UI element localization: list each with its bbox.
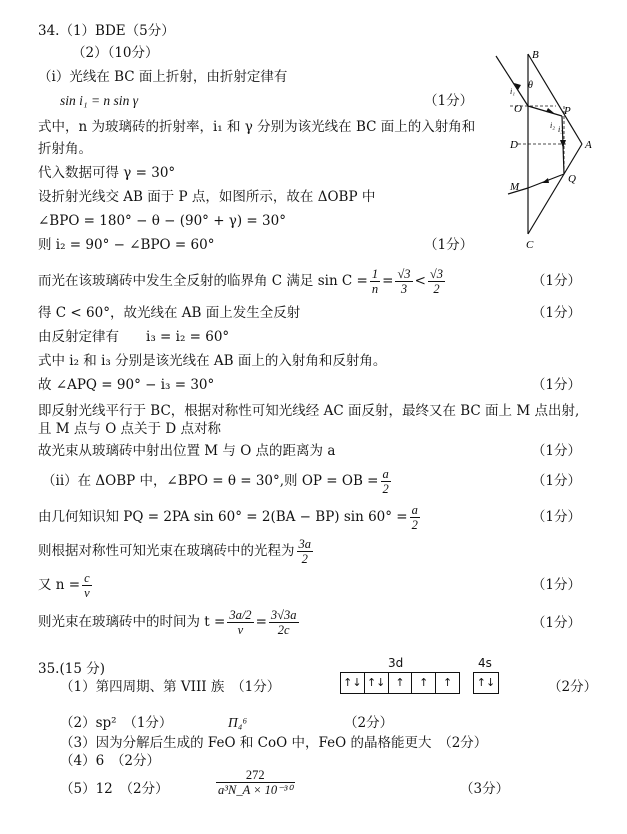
label-c: C bbox=[526, 239, 534, 250]
q35-score: （3分） bbox=[460, 781, 510, 797]
orbital-box: ↑↓ bbox=[341, 673, 365, 693]
q35-part4: （4）6 （2分） bbox=[60, 753, 161, 769]
q34-text-line: 式中，n 为玻璃砖的折射率，i₁ 和 γ 分别为该光线在 BC 面上的入射角和 bbox=[38, 119, 476, 135]
q34-part2-heading: （2）（10分） bbox=[72, 45, 159, 61]
denominator: 2 bbox=[433, 281, 440, 296]
edge-ba bbox=[528, 54, 582, 144]
label-q: Q bbox=[568, 173, 576, 185]
orbital-diagram-3d bbox=[340, 672, 460, 694]
q34-path-line bbox=[38, 534, 315, 568]
q35-part2: （2）sp² （1分） bbox=[60, 715, 173, 731]
denominator: a³N_A × 10⁻³⁰ bbox=[218, 783, 293, 797]
q34-text-line: 代入数据可得 γ = 30° bbox=[38, 165, 176, 181]
q35-score: （2分） bbox=[344, 715, 394, 731]
label-i2: i₂ bbox=[550, 121, 556, 130]
orbital-box: ↑↓ bbox=[476, 676, 496, 689]
fraction bbox=[297, 537, 314, 566]
label-d: D bbox=[510, 139, 518, 151]
label-p: P bbox=[564, 105, 571, 117]
numerator: 3√3a bbox=[270, 607, 297, 622]
numerator: a bbox=[411, 502, 418, 517]
q35-part3: （3）因为分解后生成的 FeO 和 CoO 中，FeO 的晶格能更大 （2分） bbox=[60, 735, 488, 751]
q34-pq-line bbox=[38, 500, 422, 534]
q34-score: （1分） bbox=[531, 443, 581, 459]
q34-score: （1分） bbox=[531, 615, 581, 631]
q35-heading: 35.(15 分) bbox=[38, 661, 105, 677]
label-a: A bbox=[585, 139, 592, 151]
q34-score: （1分） bbox=[531, 273, 581, 289]
q34-critical-angle-line bbox=[38, 264, 447, 298]
q34-text-line: 得 C < 60°，故光线在 AB 面上发生全反射 bbox=[38, 305, 301, 321]
numerator: a bbox=[382, 466, 389, 481]
label-theta: θ bbox=[528, 80, 533, 91]
less-than: < bbox=[414, 273, 426, 289]
denominator: n bbox=[371, 281, 379, 296]
q34-score: （1分） bbox=[531, 577, 581, 593]
numerator: √3 bbox=[429, 266, 443, 281]
denominator: 3 bbox=[400, 281, 408, 296]
q34-part1: 34.（1）BDE（5分） bbox=[38, 23, 175, 39]
fraction bbox=[395, 267, 412, 296]
numerator: 3a/2 bbox=[229, 607, 252, 622]
q34-time-line bbox=[38, 602, 301, 642]
orbital-box: ↑↓ bbox=[365, 673, 389, 693]
orbital-box: ↑ bbox=[412, 673, 436, 693]
q34-text: 则光束在玻璃砖中的时间为 t = bbox=[38, 614, 226, 630]
q34-text: 而光在该玻璃砖中发生全反射的临界角 C 满足 sin C = bbox=[38, 273, 368, 289]
denominator: 2 bbox=[301, 551, 308, 566]
q34-text: 由几何知识知 PQ = 2PA sin 60° = 2(BA − BP) sin 60° = bbox=[38, 509, 408, 525]
prism-ray-diagram bbox=[488, 44, 598, 250]
q34-score: （1分） bbox=[531, 473, 581, 489]
q34-text-line: 式中 i₂ 和 i₃ 分别是该光线在 AB 面上的入射角和反射角。 bbox=[38, 353, 387, 369]
q34-equation: sin i₁ = n sin γ bbox=[60, 93, 139, 108]
q34-part-ii-line bbox=[42, 464, 393, 498]
q34-text: 又 n = bbox=[38, 577, 81, 593]
orbital-3d-label: 3d bbox=[388, 656, 404, 670]
q34-score: （1分） bbox=[424, 93, 474, 109]
fraction bbox=[216, 768, 295, 797]
q35-score: （2分） bbox=[548, 679, 598, 695]
numerator: √3 bbox=[397, 266, 411, 281]
q35-density-expression bbox=[214, 768, 297, 804]
fraction bbox=[381, 467, 391, 496]
fraction bbox=[428, 267, 445, 296]
fraction bbox=[82, 571, 92, 600]
q35-pi-bond: Π₄⁶ bbox=[228, 715, 248, 730]
denominator: 2 bbox=[382, 481, 389, 496]
q34-text: （ii）在 ΔOBP 中，∠BPO = θ = 30°,则 OP = OB = bbox=[42, 473, 379, 489]
equals: = bbox=[382, 273, 394, 289]
denominator: 2c bbox=[277, 622, 290, 637]
q34-text: 则根据对称性可知光束在玻璃砖中的光程为 bbox=[38, 543, 295, 559]
refracted-ray bbox=[528, 106, 562, 116]
numerator: 3a bbox=[298, 536, 311, 551]
q34-equation: 则 i₂ = 90° − ∠BPO = 60° bbox=[38, 237, 215, 253]
q34-text-line: 即反射光线平行于 BC，根据对称性可知光线经 AC 面反射，最终又在 BC 面上 M 点出射, bbox=[38, 403, 580, 419]
q34-score: （1分） bbox=[424, 237, 474, 253]
q34-text-line: 且 M 点与 O 点关于 D 点对称 bbox=[38, 421, 221, 437]
q35-part5: （5）12 （2分） bbox=[60, 781, 169, 797]
fraction bbox=[269, 608, 299, 637]
q34-text-line: （i）光线在 BC 面上折射，由折射定律有 bbox=[38, 69, 288, 85]
orbital-diagram-4s bbox=[473, 672, 499, 694]
q34-score: （1分） bbox=[531, 305, 581, 321]
denominator: v bbox=[84, 585, 90, 600]
q34-text-line: 由反射定律有 i₃ = i₂ = 60° bbox=[38, 329, 230, 345]
q34-score: （1分） bbox=[531, 377, 581, 393]
q34-n-line bbox=[38, 568, 94, 602]
numerator: c bbox=[84, 570, 90, 585]
denominator: v bbox=[237, 622, 244, 637]
q34-equation: ∠BPO = 180° − θ − (90° + γ) = 30° bbox=[38, 213, 286, 229]
label-o: O bbox=[514, 103, 522, 115]
q34-text-line: 故光束从玻璃砖中射出位置 M 与 O 点的距离为 a bbox=[38, 443, 336, 459]
label-m: M bbox=[510, 181, 520, 193]
q34-text-line: 设折射光线交 AB 面于 P 点，如图所示，故在 ΔOBP 中 bbox=[38, 189, 376, 205]
q34-score: （1分） bbox=[531, 509, 581, 525]
label-i1: i₁ bbox=[510, 87, 516, 96]
arrow-icon bbox=[542, 178, 549, 183]
numerator: 272 bbox=[216, 768, 295, 783]
q34-equation: 故 ∠APQ = 90° − i₃ = 30° bbox=[38, 377, 215, 393]
equals: = bbox=[255, 614, 267, 630]
orbital-4s-label: 4s bbox=[478, 656, 492, 670]
denominator: 2 bbox=[411, 517, 418, 532]
orbital-box: ↑ bbox=[442, 676, 453, 689]
fraction bbox=[370, 267, 380, 296]
label-b: B bbox=[532, 49, 539, 61]
fraction bbox=[227, 608, 253, 637]
label-i3: i₃ bbox=[558, 125, 564, 134]
edge-ac bbox=[528, 144, 582, 234]
orbital-box: ↑ bbox=[389, 673, 413, 693]
numerator: 1 bbox=[371, 266, 379, 281]
fraction bbox=[410, 503, 420, 532]
q34-text-line: 折射角。 bbox=[38, 141, 92, 157]
q35-part1: （1）第四周期、第 VIII 族 （1分） bbox=[60, 679, 281, 695]
incident-ray bbox=[496, 56, 528, 106]
